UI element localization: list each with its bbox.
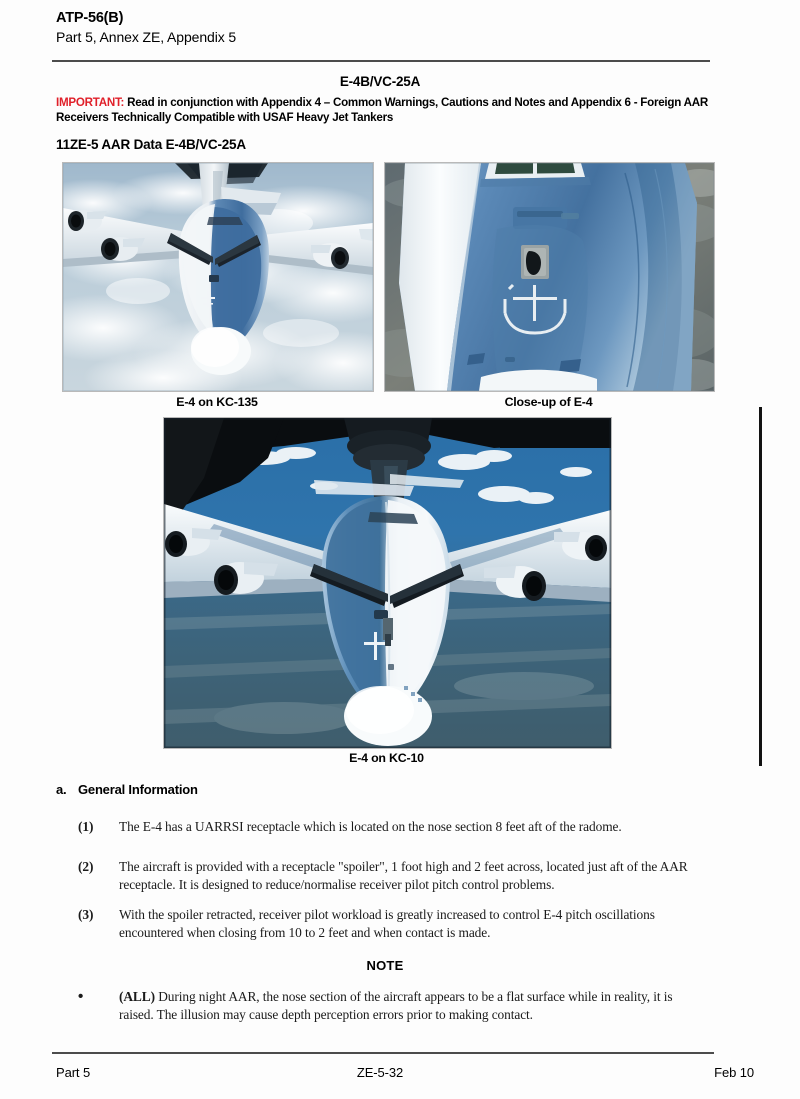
change-bar [759,407,762,766]
paragraph-text: With the spoiler retracted, receiver pilot workload is greatly increased to control E-4 pitch oscillations encountered when closing from 10 to 2 feet and when contact is made. [119,907,655,940]
bullet-text: During night AAR, the nose section of the aircraft appears to be a flat surface while in reality, it is raised. The illusion may cause depth perception errors prior to making contact. [119,989,673,1022]
numbered-paragraph [78,818,718,836]
footer-page-number: ZE-5-32 [356,1065,404,1080]
numbered-paragraph [78,906,692,941]
important-text: Read in conjunction with Appendix 4 – Common Warnings, Cautions and Notes and Appendix 6 - Foreign AAR Receivers Technically Compatible with USAF Heavy Jet Tankers [56,96,708,124]
section-heading: 11ZE-5 AAR Data E-4B/VC-25A [56,137,246,152]
paragraph-number: (2) [78,859,94,874]
photo-e4-on-kc10-artwork [164,418,611,748]
paragraph-text: The E-4 has a UARRSI receptacle which is located on the nose section 8 feet aft of the radome. [119,819,622,834]
bullet-marker: • [78,988,84,1005]
figure-caption-closeup-of-e4: Close-up of E-4 [504,395,593,409]
figure-caption-e4-on-kc10: E-4 on KC-10 [349,751,424,765]
paragraph-number: (3) [78,907,94,922]
page-title: E-4B/VC-25A [339,74,421,89]
figure-closeup-of-e4 [384,162,715,392]
paragraph-number: (1) [78,819,94,834]
header-divider [52,60,710,62]
footer-part: Part 5 [56,1065,91,1080]
general-information-label: General Information [78,782,198,797]
important-label: IMPORTANT: [56,96,125,109]
figure-caption-e4-on-kc135: E-4 on KC-135 [176,395,258,409]
figure-e4-on-kc10 [163,417,612,749]
note-label: NOTE [366,958,404,973]
document-id: ATP-56(B) [56,10,124,26]
bullet-text-wrapper [119,988,702,1023]
footer-date: Feb 10 [714,1065,754,1080]
photo-closeup-of-e4-artwork [385,163,714,391]
photo-e4-on-kc135-artwork [63,163,373,391]
bullet-paragraph [78,988,702,1023]
list-marker-a: a. [56,782,67,797]
figure-e4-on-kc135 [62,162,374,392]
document-subtitle: Part 5, Annex ZE, Appendix 5 [56,29,237,45]
applicability-tag: (ALL) [119,989,155,1004]
important-notice [56,95,708,125]
paragraph-text: The aircraft is provided with a receptacle "spoiler", 1 foot high and 2 feet across, located just aft of the AAR receptacle. It is designed to reduce/normalise receiver pilot pitch control problems. [119,859,688,892]
footer-divider [52,1052,714,1054]
general-information-heading [56,782,198,797]
numbered-paragraph [78,858,718,893]
